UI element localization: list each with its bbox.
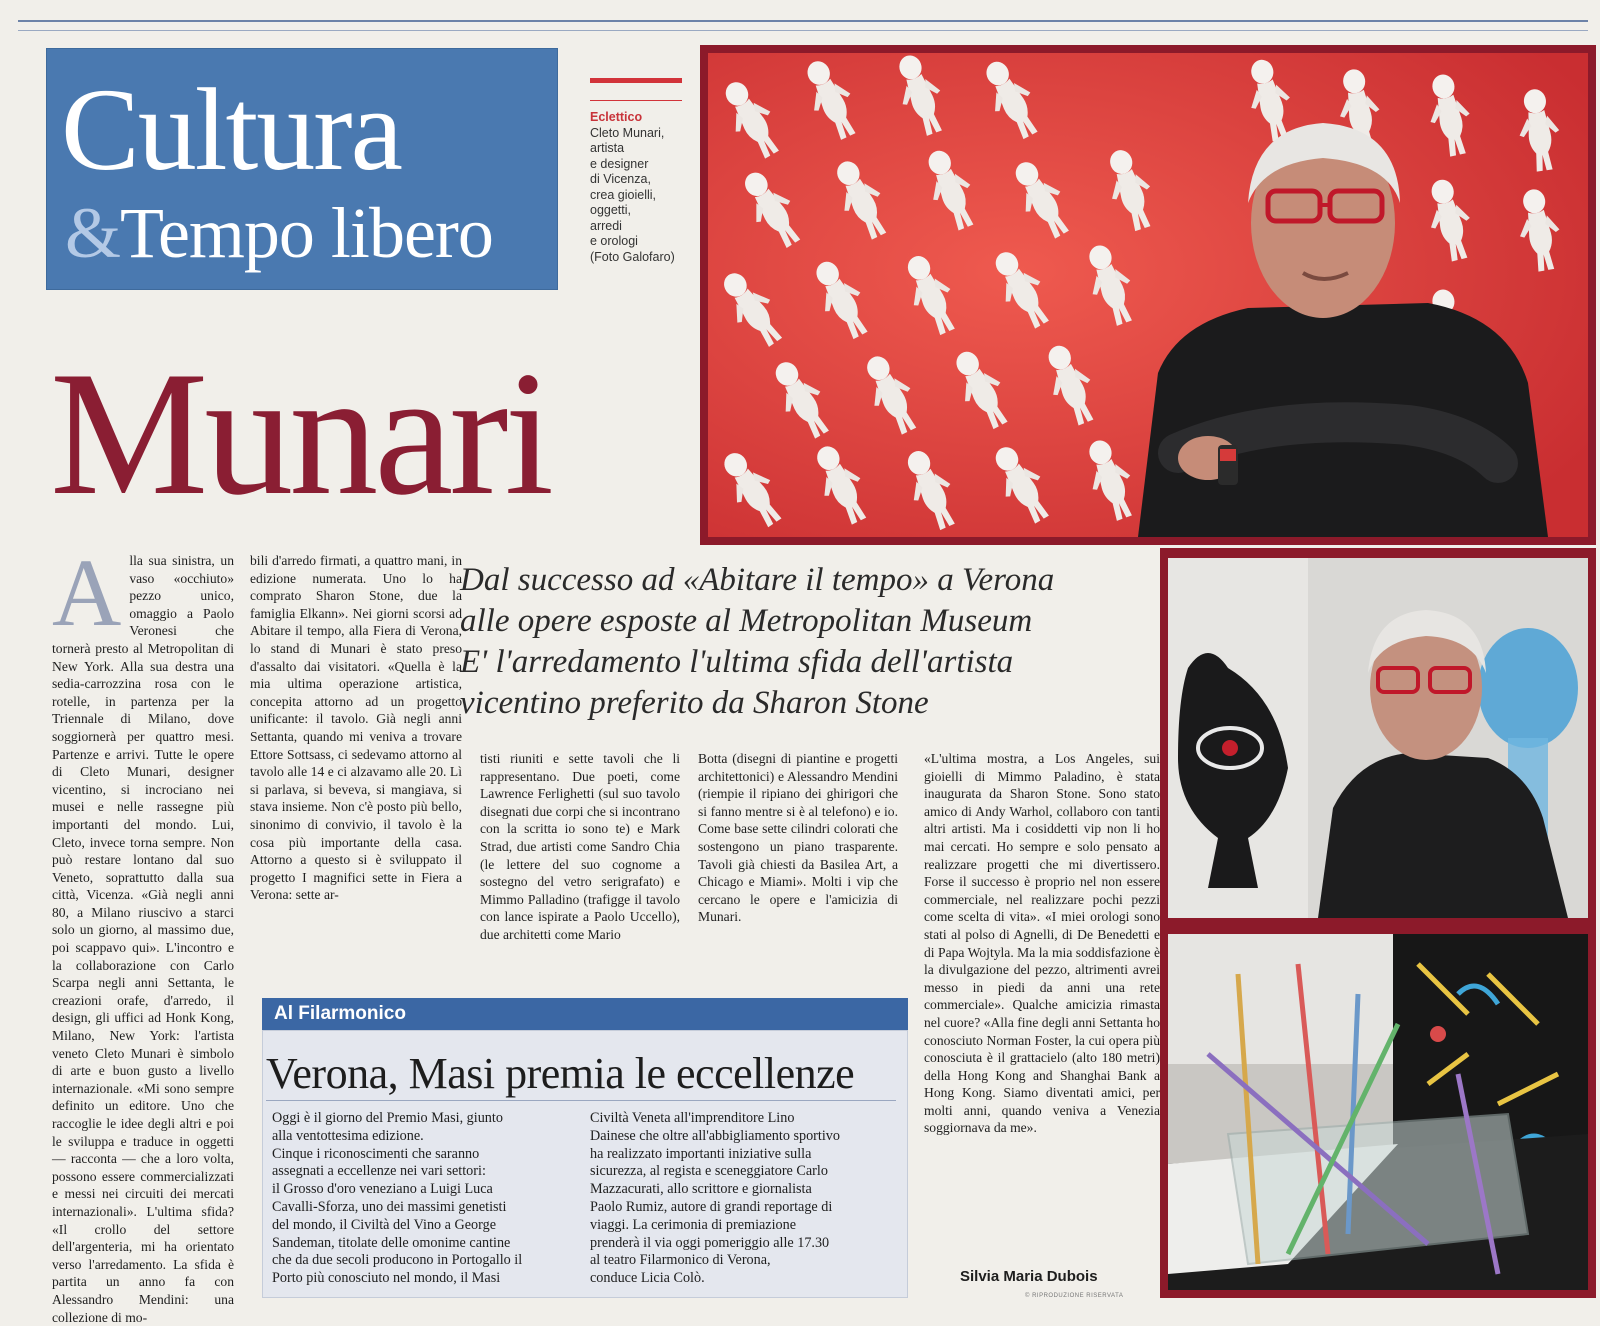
- sidebox-line: al teatro Filarmonico di Verona,: [590, 1252, 771, 1269]
- body-text: tisti riuniti e sette tavoli che li rappresentano. Due poeti, come Lawrence Ferlighetti (sul suo tavolo disegnati due corpi che si incontrano con la scritta io sono te) e Mark Strad, due artisti come Sandro Chia (le lettere del suo cognome a sostegno del vetro serigrafato) e Mimmo Palladino (trafigge il tavolo con lance ispirate a Paolo Uccello), due architetti come Mario: [480, 751, 680, 942]
- sidebox-line: Paolo Rumiz, autore di grandi reportage di: [590, 1198, 833, 1215]
- sidebox-line: alla ventottesima edizione.: [272, 1127, 424, 1144]
- vase-photo: [1168, 558, 1588, 918]
- sidebox-label: Al Filarmonico: [262, 998, 908, 1030]
- sidebox-column-1: [272, 1110, 572, 1288]
- caption-line: (Foto Galofaro): [590, 249, 675, 264]
- masthead-subtitle: [65, 193, 493, 273]
- sidebox-title: Verona, Masi premia le eccellenze: [266, 1049, 855, 1098]
- top-rule: [18, 20, 1588, 22]
- sidebox-line: Porto più conosciuto nel mondo, il Masi: [272, 1270, 501, 1287]
- main-photo-frame: [700, 45, 1596, 545]
- body-text: «L'ultima mostra, a Los Angeles, sui gioielli di Mimmo Paladino, è stata inaugurata da Sharon Stone. Sono stato amico di Andy Warhol, collaboro con tanti altri artisti. Ma i cosiddetti vip non li ho mai cercati. Ho sempre e solo pensato a realizzare progetti che mi divertissero. Forse il successo è proprio nel non essere commerciale, nel realizzare pochi pezzi come scelta di vita». «I miei orologi sono stati al polso di Agnelli, di De Benedetti e di Papa Wojtyla. Ma la mia soddisfazione è la divulgazione del pezzo, altrimenti avrei messo in piedi da anni una rete commerciale». Qualche amicizia rimasta nel cuore? «Alla fine degli anni Settanta ho conosciuto Norman Foster, la cui opera più conosciuta è il grattacielo (alto 180 metri) della Hong Kong and Shanghai Bank a Hong Kong. Siamo diventati amici, per molti anni, quando veniva a Venezia soggiornava da me».: [924, 751, 1160, 1136]
- section-masthead: [46, 48, 558, 290]
- main-photo-illustration: [708, 53, 1588, 537]
- body-column-2: [250, 552, 462, 904]
- sidebox-line: Dainese che oltre all'abbigliamento sportivo: [590, 1127, 840, 1144]
- sidebox-line: Cinque i riconoscimenti che saranno: [272, 1145, 480, 1162]
- sidebox-line: assegnati a eccellenze nei vari settori:: [272, 1163, 486, 1180]
- sidebox-rule: [266, 1100, 896, 1101]
- body-text: bili d'arredo firmati, a quattro mani, in edizione numerata. Uno lo ha comprato Sharon Stone, due la famiglia Elkann». Nei giorni scorsi ad Abitare il tempo, alla Fiera di Verona, lo stand di Munari è stato preso d'assalto dai visitatori. «Quella è la mia ultima operazione artistica, concepita attorno ad un progetto unificante: il tavolo. Già negli anni Settanta, quando mi veniva a trovare Ettore Sottsass, ci sedevamo attorno al tavolo alle 14 e ci alzavamo alle 20. Lì si parlava, si beveva, si mangiava, si stava insieme. Non c'è posto più bello, sinonimo di convivio, il tavolo è la cosa più importante della casa. Attorno a questo si è sviluppato il progetto I magnifici sette in Fiera a Verona: sette ar-: [250, 553, 462, 903]
- caption-line: arredi: [590, 218, 622, 233]
- deck-line: Dal successo ad «Abitare il tempo» a Verona: [460, 562, 1055, 598]
- sidebox-line: ha realizzato importanti iniziative sulla: [590, 1145, 812, 1162]
- body-column-3: [480, 750, 680, 944]
- deck-line: vicentino preferito da Sharon Stone: [460, 685, 929, 721]
- body-column-5: [924, 750, 1160, 1137]
- article-headline: Munari: [50, 334, 551, 532]
- caption-line: artista: [590, 141, 625, 155]
- caption-line: Cleto Munari,: [590, 125, 665, 140]
- table-photo: [1168, 934, 1588, 1290]
- caption-line: crea gioielli,: [590, 187, 657, 202]
- table-photo-illustration: [1168, 934, 1588, 1290]
- article-deck: [460, 560, 1160, 724]
- sidebox-line: del mondo, il Civiltà del Vino a George: [272, 1216, 497, 1233]
- sidebox-line: Sandeman, titolate delle omonime cantine: [272, 1234, 511, 1251]
- body-text: Botta (disegni di piantine e progetti architettonici) e Alessandro Mendini (riempie il ripiano dei ghirigori che si fanno mentre si è al telefono) e io. Come base sette cilindri colorati che sostengono un piano trasparente. Tavoli già chiesti da Basilea Art, a Chicago e Miami». Molti i vip che cercano le opere e l'amicizia di Munari.: [698, 751, 898, 925]
- sidebox-line: Cavalli-Sforza, uno dei massimi genetisti: [272, 1198, 507, 1215]
- sidebox-line: che da due secoli producono in Portogallo il: [272, 1252, 523, 1269]
- main-photo: [708, 53, 1588, 537]
- sidebox-line: prenderà il via oggi pomeriggio alle 17.30: [590, 1234, 830, 1251]
- vase-photo-illustration: [1168, 558, 1588, 918]
- photo-caption: [590, 110, 700, 265]
- masthead-subtitle-text: Tempo libero: [120, 193, 493, 273]
- caption-line: e designer: [590, 156, 649, 171]
- masthead-title: Cultura: [61, 64, 401, 195]
- sidebox-line: Civiltà Veneta all'imprenditore Lino: [590, 1110, 795, 1126]
- sidebox-column-2: [590, 1110, 900, 1288]
- caption-line: e orologi: [590, 234, 638, 248]
- vase-photo-frame: [1160, 548, 1596, 926]
- sidebox-line: Mazzacurati, allo scrittore e giornalista: [590, 1181, 812, 1198]
- masthead-ampersand: &: [65, 193, 121, 273]
- deck-line: E' l'arredamento l'ultima sfida dell'artista: [460, 644, 1014, 680]
- copyright-notice: © RIPRODUZIONE RISERVATA: [1025, 1293, 1124, 1299]
- sidebox-line: viaggi. La cerimonia di premiazione: [590, 1216, 797, 1233]
- caption-line: oggetti,: [590, 203, 632, 217]
- body-column-4: [698, 750, 898, 926]
- caption-accent-rule: [590, 100, 682, 101]
- table-photo-frame: [1160, 926, 1596, 1298]
- sidebox-line: il Grosso d'oro veneziano a Luigi Luca: [272, 1181, 493, 1198]
- deck-line: alle opere esposte al Metropolitan Museum: [460, 603, 1033, 639]
- sidebox-line: sicurezza, al regista e sceneggiatore Carlo: [590, 1163, 828, 1180]
- caption-line: di Vicenza,: [590, 172, 651, 186]
- sidebox-line: conduce Licia Colò.: [590, 1270, 705, 1287]
- body-text: lla sua sinistra, un vaso «occhiuto» pezzo unico, omaggio a Paolo Veronesi che tornerà presto al Metropolitan di New York. Alla sua destra una sedia-carrozzina rosa con le rotelle, in partenza per la Triennale di Milano, dove soggiornerà per quattro mesi. Partenze e arrivi. Tutte le opere di Cleto Munari, designer vicentino, si incrociano nei musei e nelle rassegne più importanti del mondo. Lui, Cleto, invece torna sempre. Non può restare lontano dal suo Veneto, soprattutto dalla sua città, Vicenza. «Già negli anni 80, a Milano riuscivo a starci solo un giorno, al massimo due, poi scappavo qui». L'incontro e la collaborazione con Carlo Scarpa negli anni Settanta, le creazioni orafe, d'arredo, il design, gli uffici ad Honk Kong, Milano, New York: l'artista veneto Cleto Munari è simbolo di arte e buon gusto a livello internazionale. «Mi sono sempre definito un editore. Uno che raccoglie le idee degli altri e poi le sviluppa e traduce in oggetti — racconta — che a loro volta, possono essere commercializzati e messi nei circuiti dei mercati internazionali». L'ultima sfida? «Il crollo del settore dell'argenteria, mi ha orientato verso l'arredamento. La sfida è partita un anno fa con Alessandro Mendini: una collezione di mo-: [52, 553, 234, 1325]
- caption-kicker: Eclettico: [590, 110, 643, 124]
- author-signature: Silvia Maria Dubois: [960, 1268, 1098, 1285]
- drop-cap: A: [52, 539, 122, 646]
- body-column-1: [52, 539, 234, 1326]
- caption-accent-bar: [590, 78, 682, 83]
- sidebox-line: Oggi è il giorno del Premio Masi, giunto: [272, 1110, 503, 1126]
- top-rule-thin: [18, 30, 1588, 31]
